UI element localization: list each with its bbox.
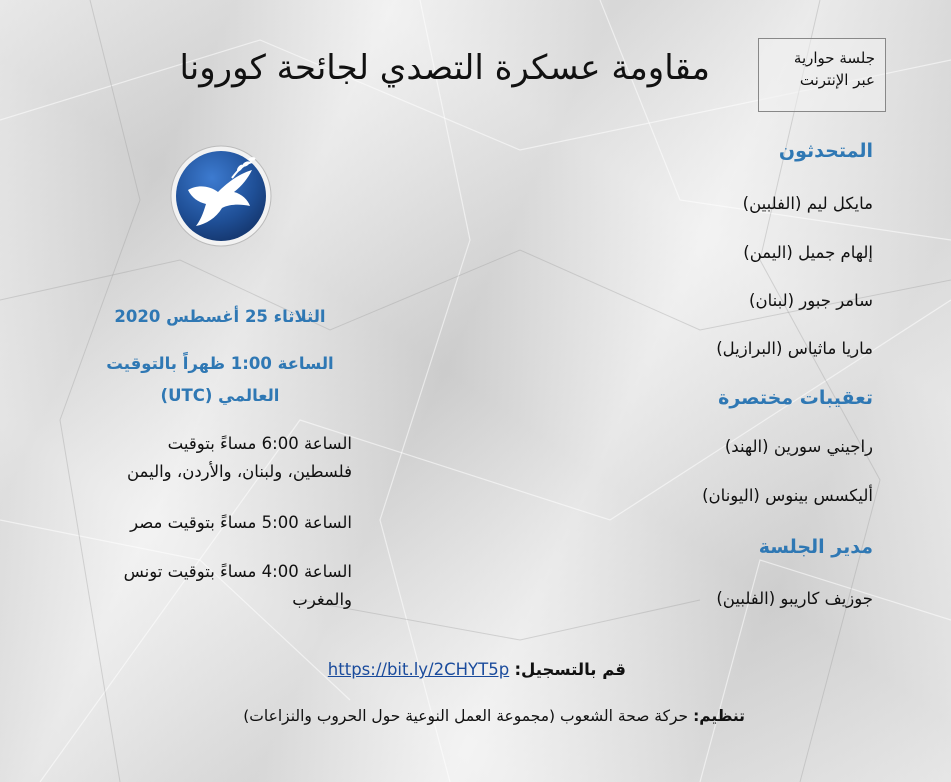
comments-heading: تعقيبات مختصرة bbox=[718, 387, 873, 409]
utc-time-line2: العالمي (UTC) bbox=[160, 386, 280, 405]
organizer-label: تنظيم: bbox=[693, 707, 745, 725]
page-title: مقاومة عسكرة التصدي لجائحة كورونا bbox=[179, 48, 710, 88]
local-time-1-line1: الساعة 6:00 مساءً بتوقيت bbox=[167, 434, 352, 453]
utc-time-line1: الساعة 1:00 ظهراً بالتوقيت bbox=[106, 354, 334, 373]
organizer-line bbox=[170, 707, 745, 725]
event-date: الثلاثاء 25 أغسطس 2020 bbox=[114, 307, 326, 326]
organizer-text: حركة صحة الشعوب (مجموعة العمل النوعية حول الحروب والنزاعات) bbox=[243, 707, 689, 725]
speaker-item: ماريا ماثياس (البرازيل) bbox=[716, 339, 873, 358]
speaker-item: إلهام جميل (اليمن) bbox=[743, 243, 873, 262]
speaker-item: مايكل ليم (الفلبين) bbox=[742, 194, 873, 213]
local-time-2: الساعة 5:00 مساءً بتوقيت مصر bbox=[130, 513, 352, 532]
moderator-item: جوزيف كاريبو (الفلبين) bbox=[716, 589, 873, 608]
session-type-line1: جلسة حوارية bbox=[793, 49, 875, 67]
local-time-3 bbox=[90, 558, 352, 614]
speaker-item: سامر جبور (لبنان) bbox=[749, 291, 873, 310]
local-time-3-line2: والمغرب bbox=[292, 590, 352, 609]
registration-label: قم بالتسجيل: bbox=[514, 660, 626, 679]
session-type-line2: عبر الإنترنت bbox=[799, 71, 875, 89]
registration-line bbox=[296, 660, 626, 679]
commenter-item: أليكسس بينوس (اليونان) bbox=[702, 486, 873, 505]
moderator-heading: مدير الجلسة bbox=[758, 536, 873, 558]
local-time-1-line2: فلسطين، ولبنان، والأردن، واليمن bbox=[126, 462, 352, 481]
registration-link[interactable]: https://bit.ly/2CHYT5p bbox=[327, 660, 510, 679]
local-time-3-line1: الساعة 4:00 مساءً بتوقيت تونس bbox=[123, 562, 352, 581]
dove-icon bbox=[168, 144, 274, 248]
session-type-box bbox=[758, 38, 886, 112]
local-time-1 bbox=[90, 430, 352, 486]
speakers-heading: المتحدثون bbox=[778, 140, 873, 162]
commenter-item: راجيني سورين (الهند) bbox=[724, 437, 873, 456]
